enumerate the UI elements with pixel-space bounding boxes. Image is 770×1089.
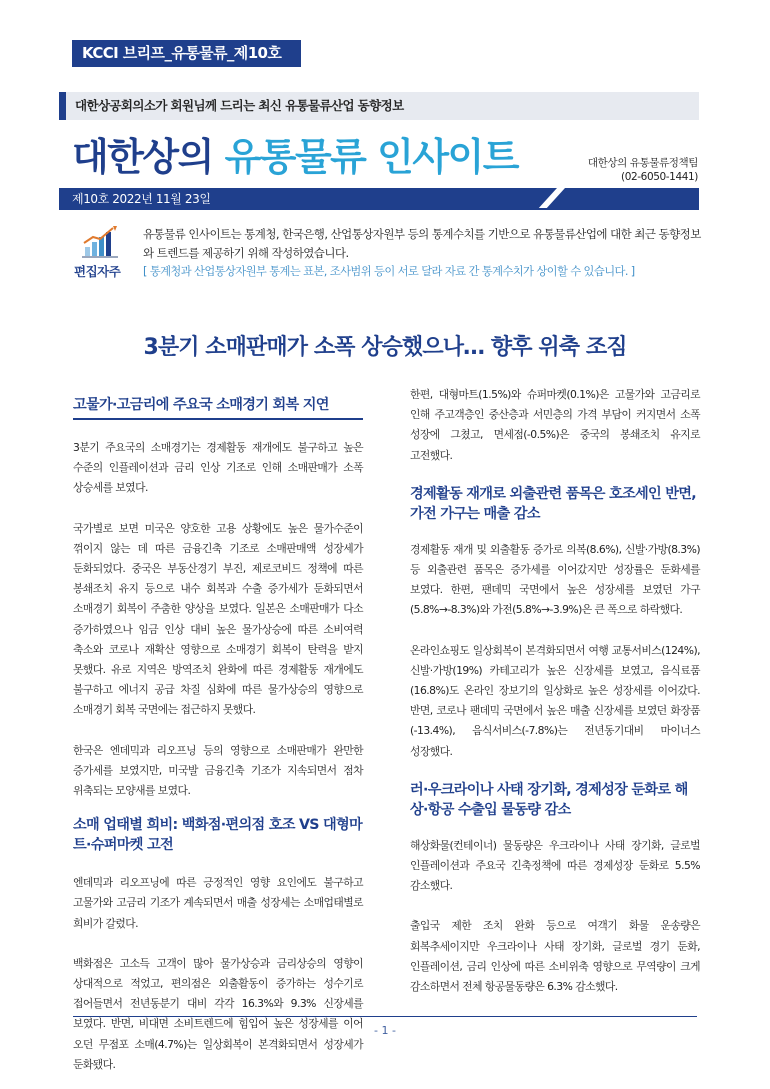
paragraph: 온라인쇼핑도 일상회복이 본격화되면서 여행 교통서비스(124%), 신발·가방(19%) 카테고리가 높은 신장세를 보였고, 음식료품(16.8%)도 온라인 장보기의 일상화로 높은 성장세를 이어갔다. 반면, 코로나 팬데믹 국면에서 높은 매출 신장세를 보였던 화장품(-13.4%), 음식서비스(-7.8%)는 전년동기대비 마이너스 성장했다. xyxy=(410,643,700,758)
editor-note-disclaimer: [ 통계청과 산업통상자원부 통계는 표본, 조사범위 등이 서로 달라 자료 간 통계수치가 상이할 수 있습니다. ] xyxy=(143,265,635,278)
footer-rule xyxy=(73,1016,697,1017)
page-number: - 1 - xyxy=(374,1024,396,1037)
team-phone: (02-6050-1441) xyxy=(621,171,698,183)
section-title: 러·우크라이나 사태 장기화, 경제성장 둔화로 해상·항공 수출입 물동량 감소 xyxy=(410,781,688,818)
paragraph: 백화점은 고소득 고객이 많아 물가상승과 금리상승의 영향이 상대적으로 적었고, 편의점은 외출활동이 증가하는 성수기로 접어들면서 전년동분기 대비 각각 16.3%와 9.3% 신장세를 보였다. 반면, 비대면 소비트렌드에 힘입어 높은 성장세를 이어 오던 무점포 소매(4.7%)는 일상회복이 본격화되면서 성장세가 둔화됐다. xyxy=(73,956,363,1071)
team-name: 대한상의 유통물류정책팀 xyxy=(587,157,698,169)
paragraph: 3분기 주요국의 소매경기는 경제활동 재개에도 불구하고 높은 수준의 인플레이션과 금리 인상 기조로 인해 소매판매가 소폭 상승세를 보였다. xyxy=(73,441,363,495)
section-title: 고물가·고금리에 주요국 소매경기 회복 지연 xyxy=(73,395,363,420)
paragraph: 한편, 대형마트(1.5%)와 슈퍼마켓(0.1%)은 고물가와 고금리로 인해 주고객층인 중산층과 서민층의 가격 부담이 커지면서 소폭 성장에 그쳤고, 면세점(-0.5%)은 중국의 봉쇄조치 유지로 고전했다. xyxy=(410,388,700,462)
paragraph: 엔데믹과 리오프닝에 따른 긍정적인 영향 요인에도 불구하고 고물가와 고금리 기조가 계속되면서 매출 성장세는 소매업태별로 희비가 갈렸다. xyxy=(73,876,363,930)
title-part1: 대한상의 xyxy=(72,135,225,179)
team-contact xyxy=(588,156,698,184)
paragraph: 국가별로 보면 미국은 양호한 고용 상황에도 높은 물가수준이 꺾이지 않는 데 따른 금융긴축 기조로 소매판매액 성장세가 둔화되었다. 중국은 부동산경기 부진, 제로코비드 정책에 따른 봉쇄조치 유지 등으로 내수 회복과 수출 증가세가 둔화되면서 소매경기 회복이 주춤한 양상을 보였다. 일본은 소매판매가 다소 증가하였으나 임금 인상 대비 높은 물가상승에 따른 소비여력 축소와 코로나 재확산 영향으로 소매경기 회복이 탄력을 받지 못했다. 유로 지역은 방역조치 완화에 따른 경제활동 재개에도 불구하고 에너지 공급 차질 심화에 따른 물가상승의 영향으로 소매경기 회복 국면에는 접근하지 못했다. xyxy=(73,521,363,717)
tagline-text: 대한상공회의소가 회원님께 드리는 최신 유통물류산업 동향정보 xyxy=(75,98,404,113)
page-title xyxy=(72,132,518,182)
section-title: 경제활동 재개로 외출관련 품목은 호조세인 반면, 가전 가구는 매출 감소 xyxy=(410,485,696,522)
headline: 3분기 소매판매가 소폭 상승했으나… 향후 위축 조짐 xyxy=(143,335,627,360)
editor-note-label: 편집자주 xyxy=(74,264,121,279)
issue-date: 제10호 2022년 11월 23일 xyxy=(72,192,211,206)
bar-chart-icon xyxy=(80,225,120,259)
tagline-accent xyxy=(59,92,66,120)
paragraph: 한국은 엔데믹과 리오프닝 등의 영향으로 소매판매가 완만한 증가세를 보였지만, 미국발 금융긴축 기조가 지속되면서 점차 위축되는 모양새를 보였다. xyxy=(73,743,363,798)
paragraph: 해상화물(컨테이너) 물동량은 우크라이나 사태 장기화, 글로벌 인플레이션과 주요국 긴축정책에 따른 경제성장 둔화로 5.5% 감소했다. xyxy=(410,838,700,893)
right-column xyxy=(410,385,700,997)
title-part2: 유통물류 인사이트 xyxy=(224,135,518,179)
editor-note-text: 유통물류 인사이트는 통계청, 한국은행, 산업통상자원부 등의 통계수치를 기반으로 유통물류산업에 대한 최근 동향정보와 트렌드를 제공하기 위해 작성하였습니다. xyxy=(143,227,701,260)
paragraph: 경제활동 재개 및 외출활동 증가로 의복(8.6%), 신발·가방(8.3%) 등 외출관련 품목은 증가세를 이어갔지만 성장률은 둔화세를 보였다. 한편, 팬데믹 국면에서 높은 성장세를 보였던 가구(5.8%→-8.3%)와 가전(5.8%→-3.9%)은 큰 폭으로 하락했다. xyxy=(410,542,700,617)
tagline-bar xyxy=(59,92,699,120)
paragraph: 출입국 제한 조치 완화 등으로 여객기 화물 운송량은 회복추세이지만 우크라이나 사태 장기화, 글로벌 경기 둔화, 인플레이션, 금리 인상에 따른 소비위축 영향으로 무역량이 크게 감소하면서 전체 항공물동량은 6.3% 감소했다. xyxy=(410,919,700,994)
series-badge: KCCI 브리프_유통물류_제10호 xyxy=(72,40,301,67)
section-title: 소매 업태별 희비: 백화점·편의점 호조 VS 대형마트·슈퍼마켓 고전 xyxy=(73,817,362,854)
left-column xyxy=(73,395,363,1075)
issue-date-bar xyxy=(59,188,699,210)
